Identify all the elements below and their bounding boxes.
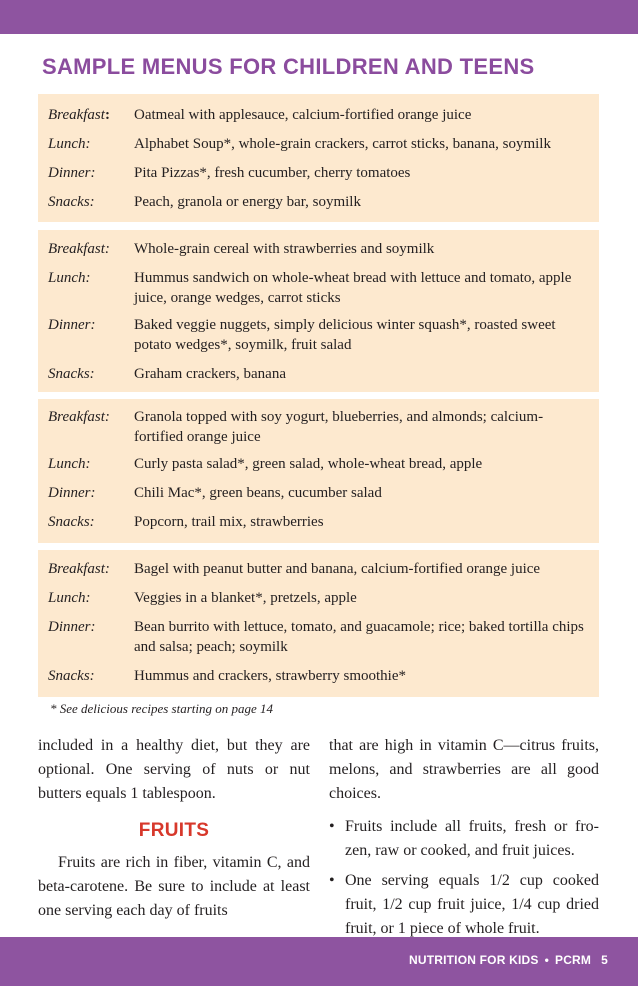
menu-text: Alphabet Soup*, whole-grain crackers, carrot sticks, banana, soymilk: [134, 136, 551, 152]
menu-label: Dinner:: [48, 619, 96, 635]
menu-text: Peach, granola or energy bar, soymilk: [134, 194, 361, 210]
menu-row: [48, 163, 591, 183]
menu-text: Hummus sandwich on whole-wheat bread with lettuce and tomato, apple juice, orange wedges, carrot sticks: [134, 270, 572, 306]
menu-row: [48, 666, 591, 686]
bullet-dot: •: [329, 872, 335, 889]
menu-label: Snacks:: [48, 366, 95, 382]
menu-text: Baked veggie nuggets, simply delicious winter squash*, roasted sweet potato wedges*, soymilk, fruit salad: [134, 317, 556, 353]
recipes-footnote: * See delicious recipes starting on page 14: [50, 701, 274, 716]
right-column: [329, 734, 599, 941]
bullet-item: [329, 869, 599, 941]
menu-label: Snacks:: [48, 514, 95, 530]
menu-block-4: [38, 550, 599, 697]
menu-text: Veggies in a blanket*, pretzels, apple: [134, 590, 357, 606]
page-footer: [409, 953, 608, 967]
footer-title: NUTRITION FOR KIDS: [408, 953, 539, 967]
menu-label: Snacks:: [48, 194, 95, 210]
menu-row: [48, 588, 591, 608]
page-number: 5: [601, 953, 608, 967]
menu-row: [48, 399, 591, 447]
menu-text: Graham crackers, banana: [134, 366, 286, 382]
menu-row: [48, 364, 591, 384]
menu-row: [48, 617, 591, 657]
top-color-bar: [0, 0, 638, 34]
fruits-paragraph: Fruits are rich in fiber, vitamin C, and beta-carotene. Be sure to include at least one serving each day of fruits: [38, 854, 310, 919]
menu-row: [48, 268, 591, 308]
menu-text: Chili Mac*, green beans, cucumber salad: [134, 485, 382, 501]
menu-row: [48, 483, 591, 503]
menu-label: Lunch:: [48, 590, 91, 606]
menu-label: Lunch:: [48, 456, 91, 472]
menu-text: Oatmeal with applesauce, calcium-fortified orange juice: [134, 107, 472, 123]
menu-label: Breakfast:: [48, 241, 110, 257]
menu-row: [48, 192, 591, 212]
menu-label: Lunch:: [48, 136, 91, 152]
menu-text: Curly pasta salad*, green salad, whole-wheat bread, apple: [134, 456, 483, 472]
menu-label: Breakfast:: [48, 561, 110, 577]
menu-label: Lunch:: [48, 270, 91, 286]
bullet-text: One serving equals 1/2 cup cooked fruit, 1/2 cup fruit juice, 1/4 cup dried fruit, or 1 piece of whole fruit.: [345, 872, 599, 937]
menu-label: Dinner:: [48, 317, 96, 333]
menu-label: Breakfast:: [48, 409, 110, 425]
bullet-text: Fruits include all fruits, fresh or fro-zen, raw or cooked, and fruit juices.: [345, 818, 599, 859]
menu-text: Popcorn, trail mix, strawberries: [134, 514, 324, 530]
menu-text: Hummus and crackers, strawberry smoothie*: [134, 668, 407, 684]
menu-text: Bean burrito with lettuce, tomato, and guacamole; rice; baked tortilla chips and salsa; peach; soymilk: [134, 619, 584, 655]
footer-org: PCRM: [554, 953, 592, 967]
menu-row: [48, 315, 591, 355]
menu-row: [48, 230, 591, 259]
fruits-column: [38, 851, 310, 923]
menu-row: [48, 454, 591, 474]
menu-row: [48, 94, 591, 125]
menu-text: Granola topped with soy yogurt, blueberries, and almonds; calcium-fortified orange juice: [134, 409, 544, 445]
menu-text: Bagel with peanut butter and banana, calcium-fortified orange juice: [134, 561, 541, 577]
menu-label: Dinner:: [48, 485, 96, 501]
footer-separator: •: [544, 953, 549, 967]
menu-label: Dinner:: [48, 165, 96, 181]
menu-row: [48, 134, 591, 154]
menu-row: [48, 512, 591, 532]
menu-label: Breakfast:: [48, 107, 110, 123]
menu-block-3: [38, 399, 599, 543]
menu-label: Snacks:: [48, 668, 95, 684]
bullet-dot: •: [329, 818, 335, 835]
vitamin-c-paragraph: that are high in vitamin C—citrus fruits, melons, and strawberries are all good choices.: [329, 737, 599, 802]
menu-block-2: [38, 230, 599, 392]
menu-section-title: SAMPLE MENUS FOR CHILDREN AND TEENS: [42, 54, 535, 79]
menu-row: [48, 550, 591, 579]
bullet-item: [329, 815, 599, 863]
menu-text: Whole-grain cereal with strawberries and soymilk: [134, 241, 435, 257]
menu-text: Pita Pizzas*, fresh cucumber, cherry tomatoes: [134, 165, 411, 181]
menu-block-1: [38, 94, 599, 222]
left-column: [38, 734, 310, 806]
fruits-heading: FRUITS: [138, 820, 210, 841]
nuts-paragraph: included in a healthy diet, but they are optional. One serving of nuts or nut butters equals 1 tablespoon.: [38, 737, 310, 802]
